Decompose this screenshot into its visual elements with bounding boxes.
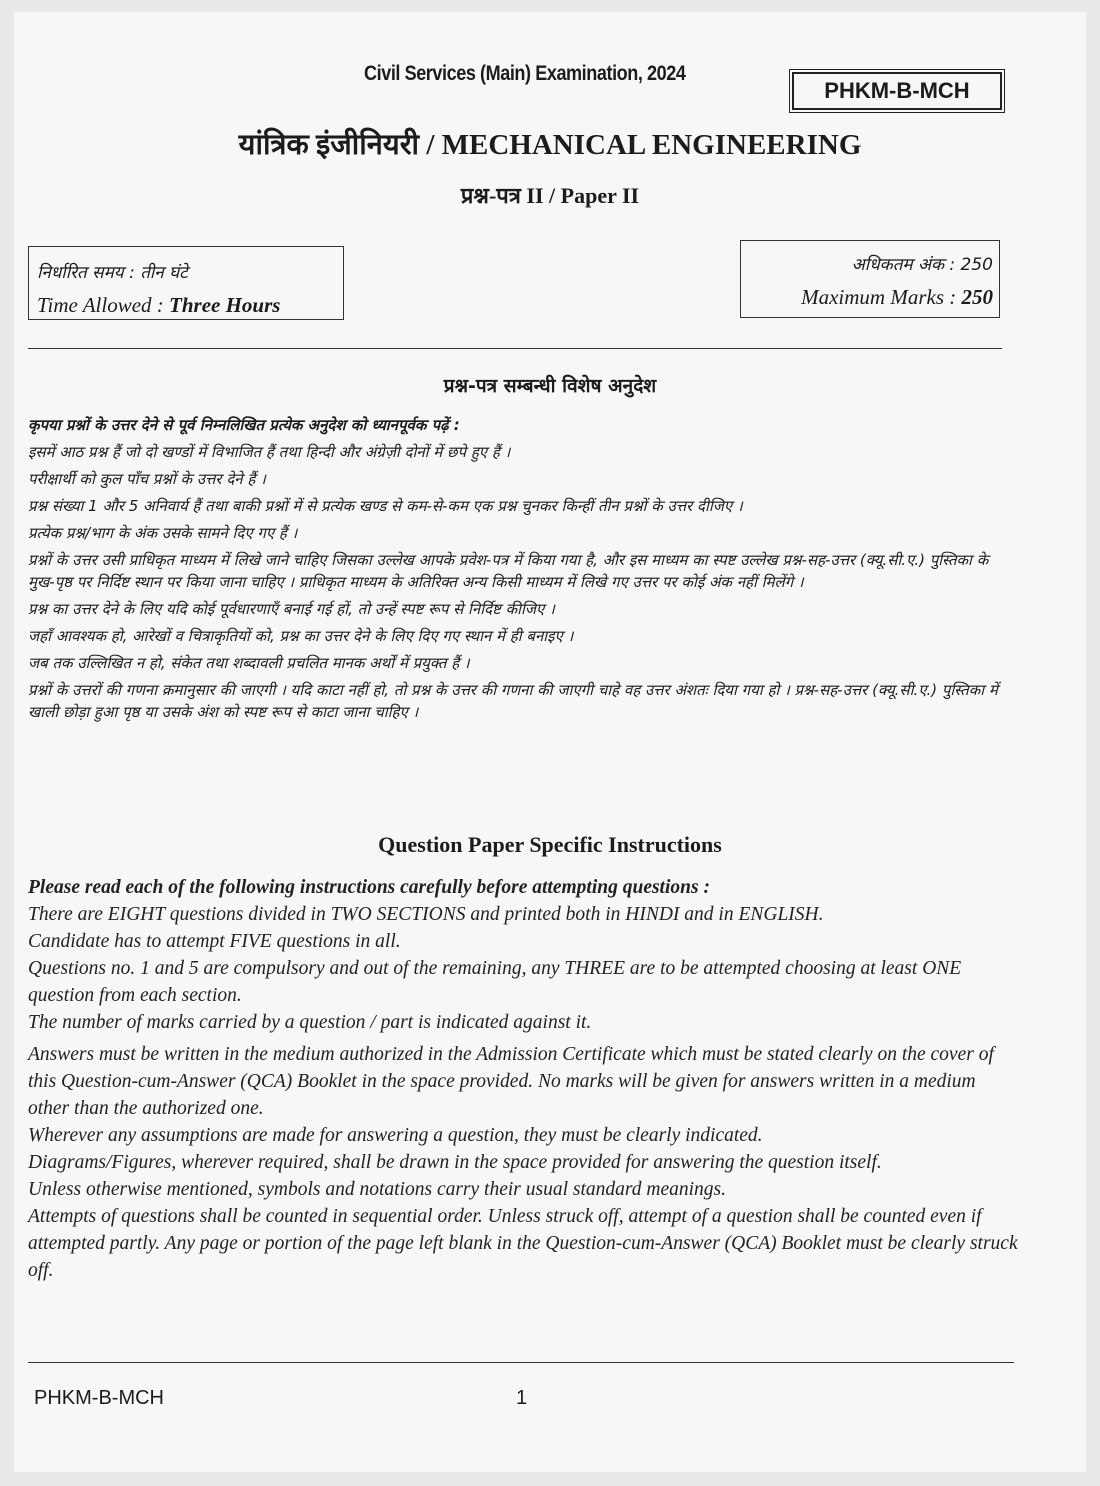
hindi-instructions <box>28 414 1014 723</box>
english-lead: Please read each of the following instructions carefully before attempting questions : <box>28 877 710 898</box>
hindi-instruction-item: प्रश्न का उत्तर देने के लिए यदि कोई पूर्वधारणाएँ बनाई गई हों, तो उन्हें स्पष्ट रूप से निर्दिष्ट कीजिए । <box>28 600 555 618</box>
english-instructions-heading: Question Paper Specific Instructions <box>378 832 722 857</box>
hindi-instruction-item: प्रश्नों के उत्तर उसी प्राधिकृत माध्यम में लिखे जाने चाहिए जिसका उल्लेख आपके प्रवेश-पत्र में किया गया है, और इस माध्यम का स्पष्ट उल्लेख प्रश्न-सह-उत्तर (क्यू.सी.ए.) पुस्तिका के मुख-पृष्ठ पर निर्दिष्ट स्थान पर किया जाना चाहिए । प्राधिकृत माध्यम के अतिरिक्त अन्य किसी माध्यम में लिखे गए उत्तर पर कोई अंक नहीं मिलेंगे । <box>28 551 989 591</box>
hindi-instruction-item: इसमें आठ प्रश्न हैं जो दो खण्डों में विभाजित हैं तथा हिन्दी और अंग्रेज़ी दोनों में छपे हुए हैं । <box>28 443 511 461</box>
hindi-instructions-heading: प्रश्न-पत्र सम्बन्धी विशेष अनुदेश <box>443 375 657 397</box>
paper-code-box: PHKM-B-MCH <box>792 72 1002 110</box>
english-instruction-item: Candidate has to attempt FIVE questions in all. <box>28 931 401 952</box>
subject-title: यांत्रिक इंजीनियरी / MECHANICAL ENGINEERING <box>238 129 862 161</box>
maximum-marks-hindi: अधिकतम अंक : 250 <box>851 255 993 275</box>
hindi-instruction-item: परीक्षार्थी को कुल पाँच प्रश्नों के उत्तर देने हैं । <box>28 470 266 488</box>
english-instruction-item: There are EIGHT questions divided in TWO SECTIONS and printed both in HINDI and in ENGLISH. <box>28 904 824 925</box>
paper-number: प्रश्न-पत्र II / Paper II <box>460 183 640 208</box>
hindi-instruction-item: प्रश्न संख्या 1 और 5 अनिवार्य हैं तथा बाकी प्रश्नों में से प्रत्येक खण्ड से कम-से-कम एक प्रश्न चुनकर किन्हीं तीन प्रश्नों के उत्तर दीजिए । <box>28 497 743 515</box>
english-instruction-item: The number of marks carried by a question / part is indicated against it. <box>28 1012 592 1033</box>
marks-value: 250 <box>961 285 993 309</box>
hindi-instruction-item: जहाँ आवश्यक हो, आरेखों व चित्राकृतियों को, प्रश्न का उत्तर देने के लिए दिए गए स्थान में ही बनाइए । <box>28 627 574 645</box>
exam-title: Civil Services (Main) Examination, 2024 <box>364 62 686 85</box>
maximum-marks-english <box>741 281 993 313</box>
english-instruction-item: Wherever any assumptions are made for answering a question, they must be clearly indicated. <box>28 1125 763 1146</box>
time-label: Time Allowed : <box>37 293 170 317</box>
english-instruction-item: Unless otherwise mentioned, symbols and notations carry their usual standard meanings. <box>28 1179 727 1200</box>
time-allowed-box <box>28 246 344 320</box>
maximum-marks-box <box>740 240 1000 318</box>
question-paper-page <box>14 12 1086 1472</box>
marks-label: Maximum Marks : <box>801 285 962 309</box>
time-allowed-english <box>37 289 343 321</box>
footer-paper-code: PHKM-B-MCH <box>34 1387 164 1409</box>
english-instruction-item: Attempts of questions shall be counted in sequential order. Unless struck off, attempt of a question shall be counted even if attempted partly. Any page or portion of the page left blank in the Question-cum-Answer (QCA) Booklet must be clearly struck off. <box>28 1206 1018 1281</box>
hindi-lead: कृपया प्रश्नों के उत्तर देने से पूर्व निम्नलिखित प्रत्येक अनुदेश को ध्यानपूर्वक पढ़ें : <box>28 416 460 434</box>
hindi-instruction-item: प्रश्नों के उत्तरों की गणना क्रमानुसार की जाएगी । यदि काटा नहीं हो, तो प्रश्न के उत्तर की गणना की जाएगी चाहे वह उत्तर अंशतः दिया गया हो । प्रश्न-सह-उत्तर (क्यू.सी.ए.) पुस्तिका में खाली छोड़ा हुआ पृष्ठ या उसके अंश को स्पष्ट रूप से काटा जाना चाहिए । <box>28 681 998 721</box>
divider <box>28 348 1002 349</box>
time-value: Three Hours <box>169 293 281 317</box>
divider <box>28 1362 1014 1363</box>
time-allowed-hindi: निर्धारित समय : तीन घंटे <box>37 263 188 283</box>
hindi-instruction-item: प्रत्येक प्रश्न/भाग के अंक उसके सामने दिए गए हैं । <box>28 524 298 542</box>
english-instruction-item: Diagrams/Figures, wherever required, shall be drawn in the space provided for answering the question itself. <box>28 1152 882 1173</box>
hindi-instruction-item: जब तक उल्लिखित न हो, संकेत तथा शब्दावली प्रचलित मानक अर्थों में प्रयुक्त हैं । <box>28 654 470 672</box>
english-instructions <box>28 874 1018 1284</box>
english-instruction-item: Questions no. 1 and 5 are compulsory and out of the remaining, any THREE are to be attempted choosing at least ONE question from each section. <box>28 958 962 1006</box>
page-number: 1 <box>516 1387 528 1409</box>
english-instruction-item: Answers must be written in the medium authorized in the Admission Certificate which must be stated clearly on the cover of this Question-cum-Answer (QCA) Booklet in the space provided. No marks will be given for answers written in a medium other than the authorized one. <box>28 1044 994 1119</box>
